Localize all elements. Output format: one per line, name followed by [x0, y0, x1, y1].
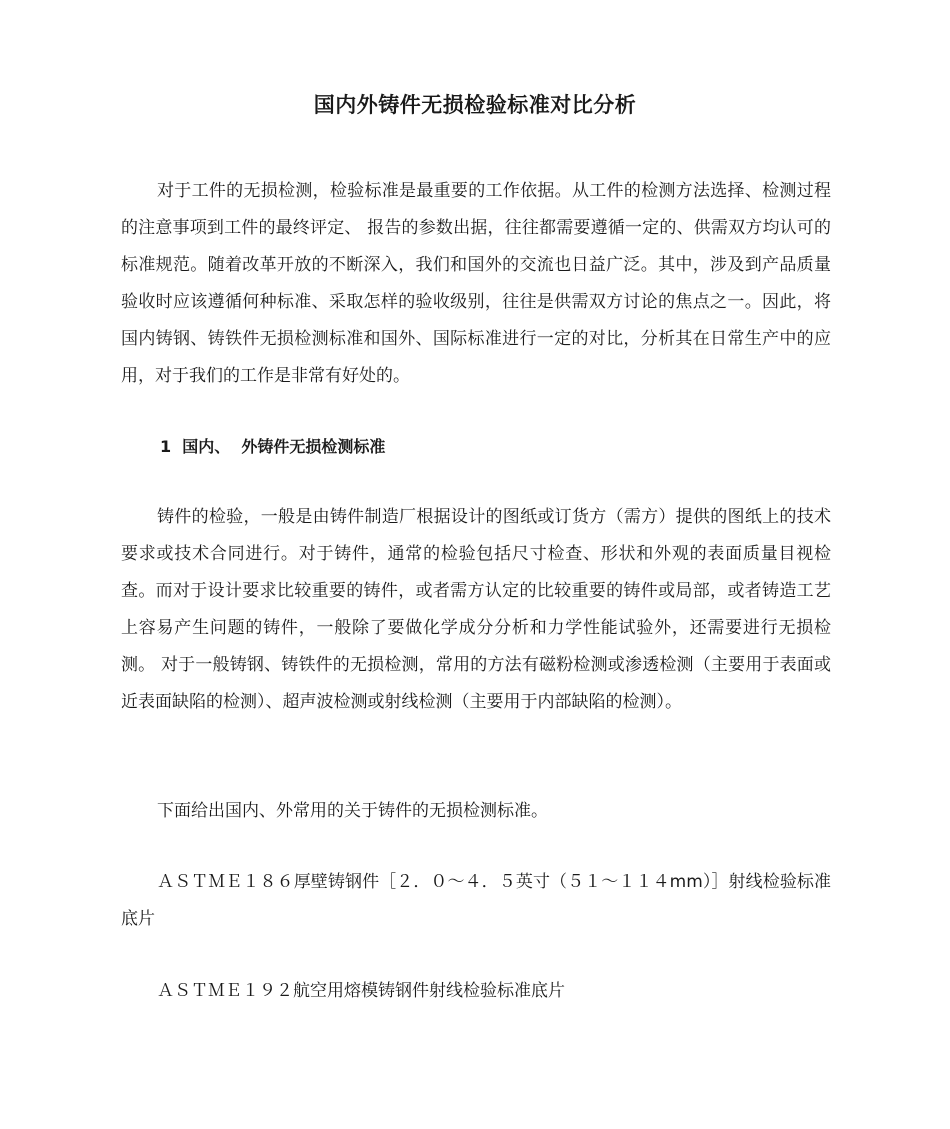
- section-paragraph: 铸件的检验，一般是由铸件制造厂根据设计的图纸或订货方（需方）提供的图纸上的技术要求或技术合同进行。对于铸件，通常的检验包括尺寸检查、形状和外观的表面质量目视检查。而对于设计要求比较重要的铸件，或者需方认定的比较重要的铸件或局部，或者铸造工艺上容易产生问题的铸件，一般除了要做化学成分分析和力学性能试验外，还需要进行无损检测。 对于一般铸钢、铸铁件的无损检测，常用的方法有磁粉检测或渗透检测（主要用于表面或近表面缺陷的检测）、超声波检测或射线检测（主要用于内部缺陷的检测）。: [121, 507, 831, 712]
- intro-paragraph: 对于工件的无损检测，检验标准是最重要的工作依据。从工件的检测方法选择、检测过程的注意事项到工件的最终评定、 报告的参数出据，往往都需要遵循一定的、供需双方均认可的标准规范。随着改革开放的不断深入，我们和国外的交流也日益广泛。其中，涉及到产品质量验收时应该遵循何种标准、采取怎样的验收级别，往往是供需双方讨论的焦点之一。因此，将国内铸钢、铸铁件无损检测标准和国外、国际标准进行一定的对比，分析其在日常生产中的应用，对于我们的工作是非常有好处的。: [121, 181, 831, 386]
- standard-item: ＡＳＴＭＥ１８６厚壁铸钢件［２．０～４．５英寸（５１～１１４mm）］射线检验标准底片: [121, 872, 831, 929]
- section-heading: 1 国内、 外铸件无损检测标准: [160, 437, 386, 456]
- standard-item: ＡＳＴＭＥ１９２航空用熔模铸钢件射线检验标准底片: [157, 981, 565, 1001]
- document-title: 国内外铸件无损检验标准对比分析: [313, 93, 637, 117]
- standards-intro: 下面给出国内、外常用的关于铸件的无损检测标准。: [157, 801, 548, 821]
